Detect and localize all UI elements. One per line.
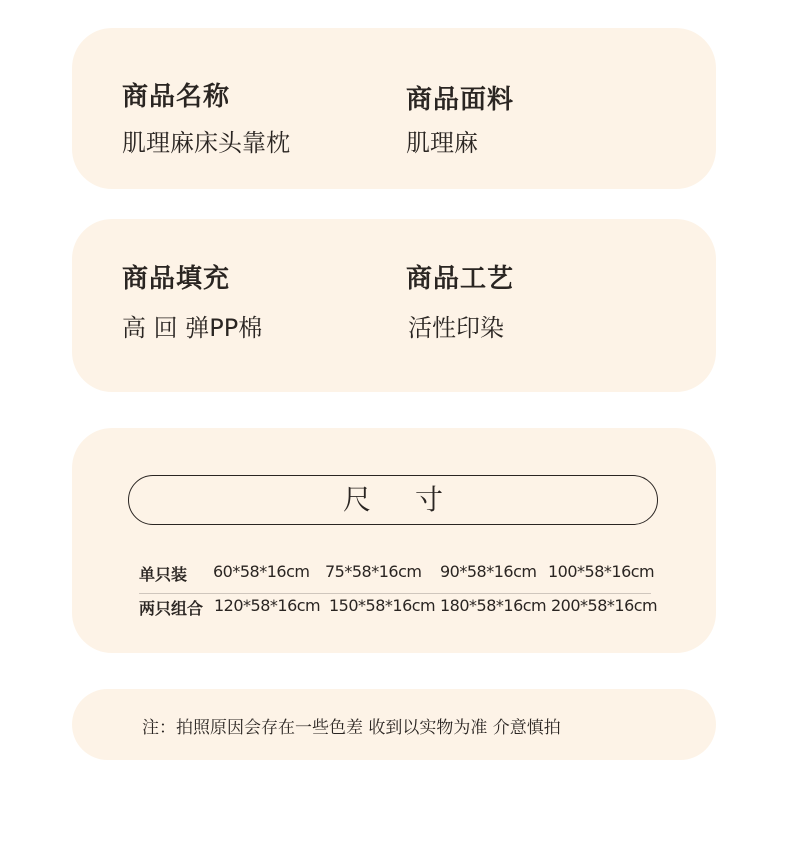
- size-card: [72, 428, 716, 653]
- size-row-divider: [139, 593, 651, 594]
- size-value: 90*58*16cm: [440, 562, 537, 581]
- product-fabric-label: 商品面料: [406, 85, 515, 115]
- size-value: 200*58*16cm: [551, 596, 658, 615]
- product-name-label: 商品名称: [122, 82, 231, 112]
- size-row-pair: [139, 596, 658, 622]
- size-value: 60*58*16cm: [213, 562, 310, 581]
- product-name-value: 肌理麻床头靠枕: [122, 129, 290, 157]
- product-info-card-name-fabric: [72, 28, 716, 189]
- product-filling-label: 商品填充: [122, 264, 231, 294]
- size-row-label: 单只装: [139, 565, 188, 584]
- product-craft-value: 活性印染: [408, 314, 504, 342]
- note-card: [72, 689, 716, 760]
- size-value: 150*58*16cm: [329, 596, 436, 615]
- size-value: 120*58*16cm: [214, 596, 321, 615]
- size-value: 100*58*16cm: [548, 562, 655, 581]
- size-value: 75*58*16cm: [325, 562, 422, 581]
- color-difference-note: 注：拍照原因会存在一些色差 收到以实物为准 介意慎拍: [142, 718, 561, 738]
- size-row-label: 两只组合: [139, 599, 204, 618]
- product-fabric-value: 肌理麻: [406, 129, 478, 157]
- size-value: 180*58*16cm: [440, 596, 547, 615]
- product-filling-value: 高 回 弹PP棉: [122, 314, 263, 342]
- product-craft-label: 商品工艺: [406, 264, 515, 294]
- size-row-single: [139, 562, 655, 588]
- product-info-card-filling-craft: [72, 219, 716, 392]
- size-title: 尺寸: [128, 475, 658, 525]
